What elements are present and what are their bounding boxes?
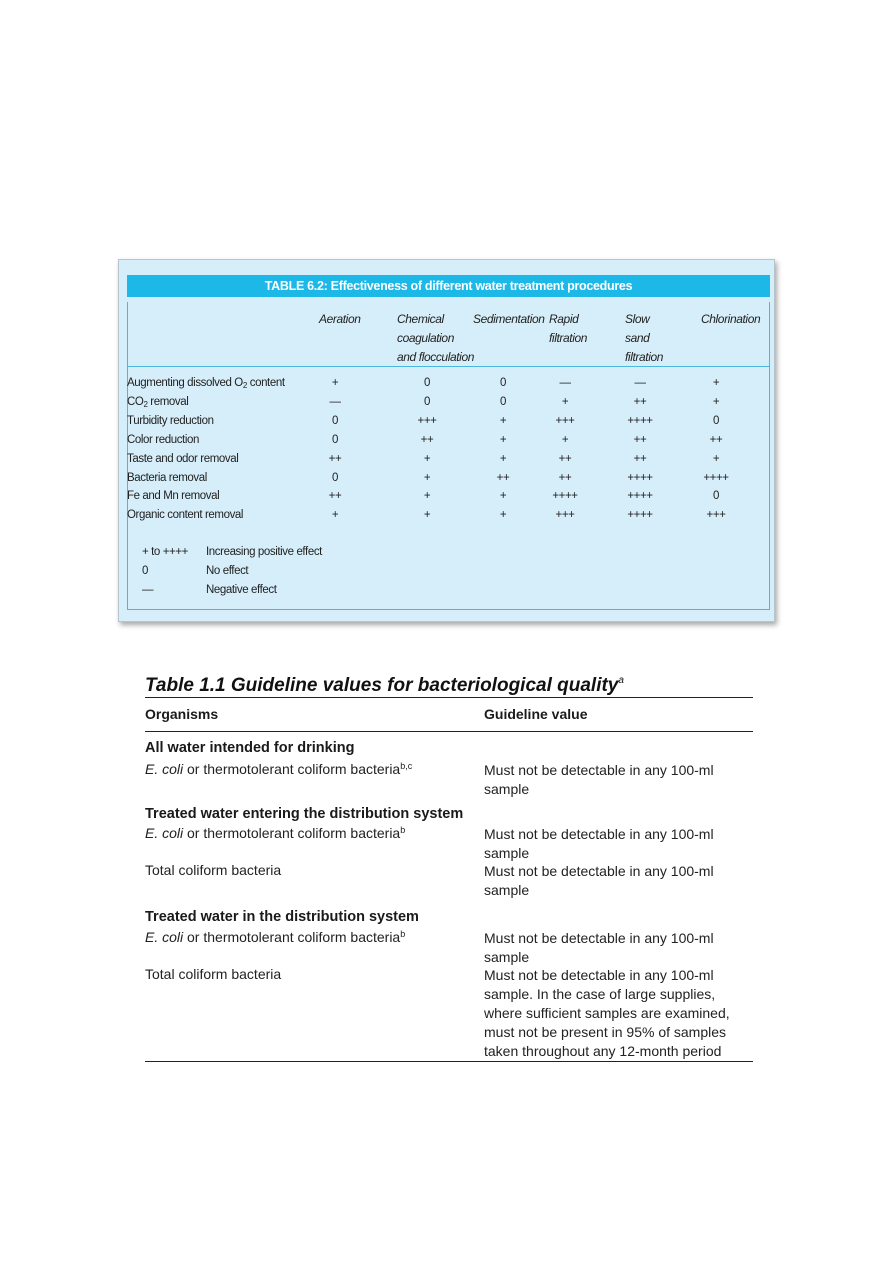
row-label [127, 412, 214, 430]
bottom-rule [145, 1061, 753, 1062]
row-label-text: Turbidity reduction [127, 414, 214, 427]
section-title: Treated water in the distribution system [145, 909, 419, 925]
table-6-2-figure [118, 259, 775, 622]
row-label [127, 487, 219, 505]
organism-italic-name: E. coli [145, 929, 184, 945]
guideline-line: must not be present in 95% of samples [484, 1024, 727, 1040]
col-header-line: Rapid [549, 312, 579, 326]
caption-footnote-mark: a [618, 675, 624, 686]
effect-cell: + [712, 395, 720, 408]
effect-cell: ++ [633, 452, 647, 465]
effect-cell: + [423, 452, 431, 465]
row-label-subscript: 2 [242, 381, 247, 390]
row-label-text: Fe and Mn removal [127, 490, 220, 503]
guideline-line: sample [484, 882, 530, 898]
row-label-text: removal [147, 395, 189, 408]
guideline-line: taken throughout any 12-month period [484, 1043, 722, 1059]
effect-cell: + [499, 490, 507, 503]
top-rule [145, 697, 753, 698]
effect-cell: 0 [424, 377, 430, 389]
organism-italic-name: E. coli [145, 761, 184, 777]
header-guideline-value: Guideline value [484, 706, 588, 722]
col-header-line: Aeration [319, 312, 361, 326]
header-organisms: Organisms [145, 706, 219, 722]
guideline-line: sample. In the case of large supplies, [484, 986, 716, 1002]
effect-cell: +++ [555, 414, 575, 427]
row-label [127, 469, 207, 487]
col-header-sedimentation [473, 310, 545, 329]
table-1-1-caption [145, 668, 753, 699]
legend-meaning: No effect [206, 565, 249, 577]
effect-cell: ++ [558, 452, 572, 465]
row-label-text: content [246, 377, 285, 389]
effect-cell: ++ [328, 452, 342, 465]
effect-cell: ++ [558, 471, 572, 484]
col-header-aeration [319, 310, 361, 329]
effect-cell: +++ [555, 509, 575, 522]
guideline-line: Must not be detectable in any 100-ml [484, 863, 714, 879]
organism-text: or thermotolerant coliform bacteria [183, 761, 401, 777]
effect-cell: ++ [633, 433, 647, 446]
effect-cell: ++ [496, 471, 510, 484]
legend-symbol: — [142, 584, 154, 596]
row-label [127, 506, 243, 524]
guideline-cell [484, 929, 756, 967]
guideline-line: where sufficient samples are examined, [484, 1005, 730, 1021]
effect-cell: 0 [332, 433, 338, 446]
effect-cell: ++++ [627, 509, 653, 522]
row-label-subscript: 2 [143, 399, 148, 409]
guideline-cell [484, 825, 756, 863]
organism-italic-name: E. coli [145, 825, 184, 841]
organism-text: Total coliform bacteria [145, 862, 282, 878]
effect-cell: +++ [417, 414, 437, 427]
effect-cell: + [499, 509, 507, 522]
col-header-chemical-coagulation [397, 310, 474, 367]
guideline-line: sample [484, 781, 530, 797]
row-label [127, 450, 238, 468]
legend-meanings [206, 543, 322, 600]
effect-cell: + [712, 452, 720, 465]
col-header-line: sand [625, 331, 650, 345]
organism-cell [145, 825, 405, 841]
col-header-line: coagulation [397, 331, 454, 345]
col-header-line: and flocculation [397, 350, 474, 364]
guideline-line: Must not be detectable in any 100-ml [484, 930, 714, 946]
caption-text: Table 1.1 Guideline values for bacteriological quality [145, 675, 619, 696]
effect-cell: + [561, 395, 569, 408]
row-label-text: CO [127, 395, 144, 408]
legend-meaning: Negative effect [206, 584, 277, 596]
guideline-line: sample [484, 845, 530, 861]
col-header-line: Chlorination [701, 312, 761, 326]
effect-cell: ++++ [703, 471, 729, 484]
row-label-text: Bacteria removal [127, 471, 207, 484]
effect-cell: ++++ [552, 490, 578, 503]
organism-text: or thermotolerant coliform bacteria [183, 929, 401, 945]
effect-cell: + [712, 377, 720, 389]
effect-cell: ++ [709, 433, 723, 446]
effect-cell: 0 [713, 490, 719, 503]
col-header-slow-sand-filtration [625, 310, 663, 367]
row-label [127, 393, 188, 414]
legend-meaning: Increasing positive effect [206, 546, 322, 558]
effect-cell: + [331, 377, 339, 389]
effect-cell: ++ [633, 395, 647, 408]
col-header-line: Slow [625, 312, 650, 326]
effect-cell: — [559, 377, 571, 389]
footnote-mark: b [400, 825, 406, 835]
guideline-line: sample [484, 949, 530, 965]
effect-cell: 0 [500, 395, 506, 408]
col-header-chlorination [701, 310, 760, 329]
row-label-text: Color reduction [127, 433, 199, 446]
guideline-line: Must not be detectable in any 100-ml [484, 762, 714, 778]
effect-cell: + [331, 509, 339, 522]
effect-cell: 0 [424, 395, 430, 408]
organism-cell [145, 761, 412, 777]
guideline-cell [484, 966, 756, 1061]
legend-symbols [142, 543, 188, 600]
footnote-mark: b [400, 929, 406, 939]
effect-cell: + [499, 414, 507, 427]
row-label [127, 374, 285, 395]
effect-cell: 0 [332, 471, 338, 484]
section-title: All water intended for drinking [145, 740, 355, 756]
effect-cell: ++++ [627, 471, 653, 484]
organism-cell [145, 929, 405, 945]
effect-cell: + [499, 452, 507, 465]
guideline-cell [484, 761, 756, 799]
effect-cell: + [423, 490, 431, 503]
header-rule [145, 731, 753, 732]
effect-cell: 0 [332, 414, 338, 427]
effect-cell: ++ [420, 433, 434, 446]
effect-cell: + [499, 433, 507, 446]
legend-symbol: + to ++++ [142, 546, 188, 558]
footnote-mark: b,c [400, 761, 413, 771]
effect-cell: ++++ [627, 490, 653, 503]
effect-cell: — [329, 395, 341, 408]
effect-cell: + [561, 433, 569, 446]
effect-cell: 0 [500, 377, 506, 389]
table-6-2-title: TABLE 6.2: Effectiveness of different water treatment procedures [127, 275, 770, 297]
organism-text: or thermotolerant coliform bacteria [183, 825, 401, 841]
effect-cell: + [423, 509, 431, 522]
row-label-text: Taste and odor removal [127, 452, 239, 465]
effect-cell: +++ [706, 509, 726, 522]
col-header-line: Sedimentation [473, 312, 545, 326]
organism-cell [145, 862, 281, 878]
organism-cell [145, 966, 281, 982]
guideline-cell [484, 862, 756, 900]
row-label-text: Augmenting dissolved O [127, 377, 243, 389]
guideline-line: Must not be detectable in any 100-ml [484, 967, 714, 983]
col-header-line: filtration [549, 331, 588, 345]
row-label [127, 431, 199, 449]
effect-cell: — [634, 377, 646, 389]
row-label-text: Organic content removal [127, 509, 244, 522]
effect-cell: + [423, 471, 431, 484]
legend-symbol: 0 [142, 565, 148, 577]
col-header-rapid-filtration [549, 310, 587, 348]
effect-cell: ++ [328, 490, 342, 503]
effect-cell: ++++ [627, 414, 653, 427]
table-1-1 [145, 668, 753, 1059]
section-title: Treated water entering the distribution system [145, 806, 464, 822]
organism-text: Total coliform bacteria [145, 966, 282, 982]
col-header-line: Chemical [397, 312, 444, 326]
guideline-line: Must not be detectable in any 100-ml [484, 826, 714, 842]
effect-cell: 0 [713, 414, 719, 427]
col-header-line: filtration [625, 350, 664, 364]
